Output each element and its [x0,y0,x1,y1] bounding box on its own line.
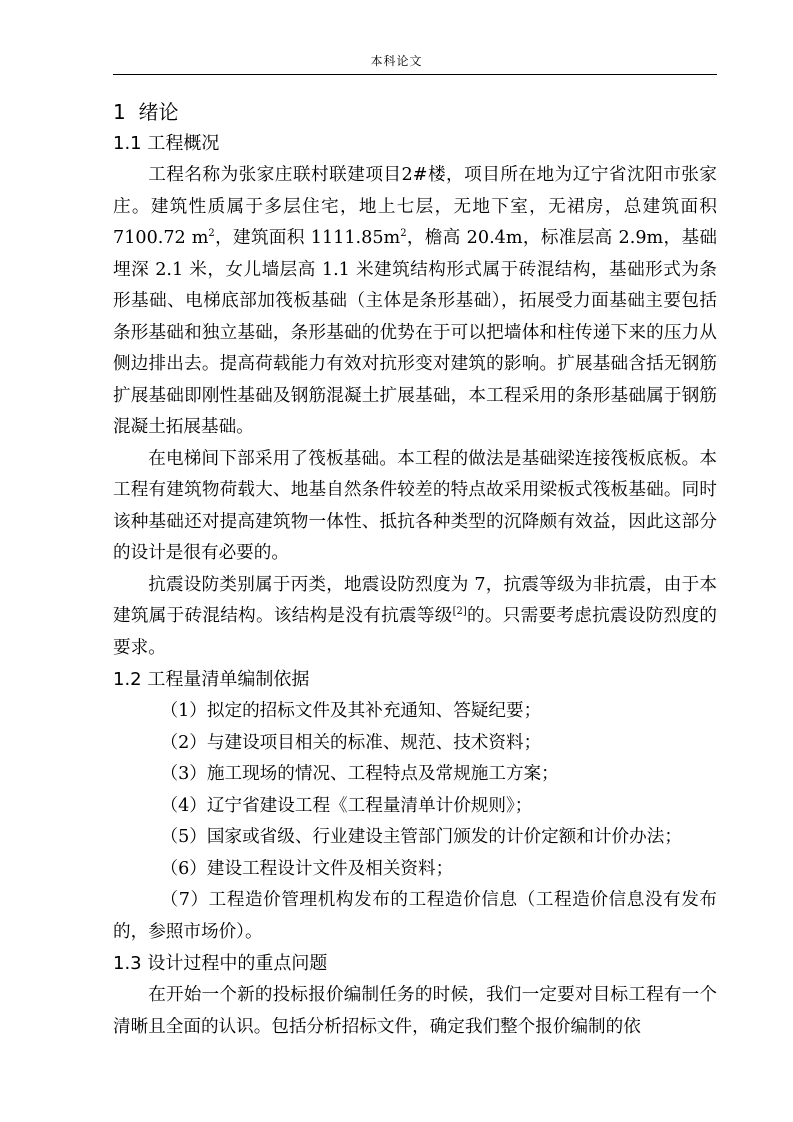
list-item: （4）辽宁省建设工程《工程量清单计价规则》； [160,795,533,816]
chapter-number: 1 [113,100,126,124]
list-item: （3）施工现场的情况、工程特点及常规施工方案； [160,764,559,784]
chapter-heading [113,96,717,128]
paragraph: 在电梯间下部采用了筏板基础。本工程的做法是基础梁连接筏板底板。本工程有建筑物荷载大、地基自然条件较差的特点故采用梁板式筏板基础。同时该种基础还对提高建筑物一体性、抵抗各种类型的沉降颇有效益，因此这部分的设计是很有必要的。 [113,448,717,563]
superscript: 2 [208,228,215,240]
list-item: （7）工程造价管理机构发布的工程造价信息（工程造价信息没有发布的，参照市场价）。 [113,890,717,942]
section-heading: 1.1 工程概况 [113,133,220,154]
paragraph: 抗震设防类别属于丙类，地震设防烈度为 7，抗震等级为非抗震，由于本建筑属于砖混结构。该结构是没有抗震等级[2]的。只需要考虑抗震设防烈度的要求。 [113,574,717,658]
citation-ref: [2] [452,606,467,618]
header-rule [113,74,717,75]
list-item: （2）与建设项目相关的标准、规范、技术资料； [160,732,542,753]
section-heading: 1.2 工程量清单编制依据 [113,669,310,690]
paragraph: 在开始一个新的投标报价编制任务的时候，我们一定要对目标工程有一个清晰且全面的认识。包括分析招标文件，确定我们整个报价编制的依 [113,985,717,1037]
list-item: （6）建设工程设计文件及相关资料； [160,858,454,879]
superscript: 2 [400,228,407,240]
list-item: （1）拟定的招标文件及其补充通知、答疑纪要； [160,701,542,721]
section-heading: 1.3 设计过程中的重点问题 [113,953,328,974]
running-header: 本科论文 [370,54,423,68]
document-body [113,96,717,1043]
list-item: （5）国家或省级、行业建设主管部门颁发的计价定额和计价办法； [160,827,682,847]
chapter-title: 绪论 [138,100,179,124]
paragraph: 工程名称为张家庄联村联建项目2#楼，项目所在地为辽宁省沈阳市张家庄。建筑性质属于多层住宅，地上七层，无地下室，无裙房，总建筑面积 7100.72 $m^2$，建筑面积 $1111.85m^2$，檐高 20.4m，标准层高 2.9m，基础埋深 2.1 米，女儿墙层高 1.1 米建筑结构形式属于砖混结构，基础形式为条形基础、电梯底部加筏板基础（主体是条形基础），拓展受力面基础主要包括条形基础和独立基础，条形基础的优势在于可以把墙体和柱传递下来的压力从侧边排出去。提高荷载能力有效对抗形变对建筑的影响。扩展基础含括无钢筋扩展基础即刚性基础及钢筋混凝土扩展基础，本工程采用的条形基础属于钢筋混凝土拓展基础。 [113,165,718,437]
